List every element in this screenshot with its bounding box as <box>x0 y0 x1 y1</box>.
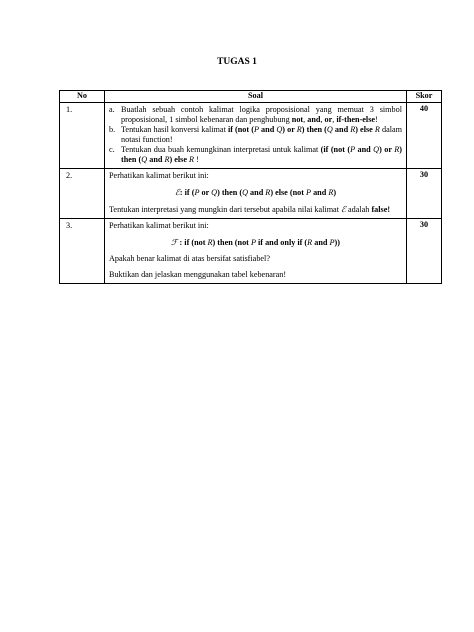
text-run: or <box>199 188 212 197</box>
text-run: Apakah benar kalimat di atas bersifat satisfiabel? <box>109 254 270 263</box>
question-cell <box>105 219 407 284</box>
text-run: Q <box>141 155 148 164</box>
sub-question-text <box>121 125 402 145</box>
text-run: ) or <box>282 125 297 134</box>
expression-symbol: ℰ <box>174 187 180 197</box>
text-run: Tentukan interpretasi yang mungkin dari tersebut apabila nilai kalimat <box>109 205 342 214</box>
text-run: R <box>189 155 195 164</box>
text-run: ! <box>375 115 378 124</box>
sub-question-marker: b. <box>109 125 116 134</box>
expression-symbol: ℰ <box>341 204 346 214</box>
text-run: and <box>147 155 165 164</box>
text-run: R <box>164 155 170 164</box>
question-instruction <box>109 204 402 215</box>
expression-symbol: ℱ <box>171 237 178 247</box>
text-run: ) then ( <box>217 188 243 197</box>
text-run: R <box>394 145 400 154</box>
sub-question-text <box>121 145 402 165</box>
text-run: and <box>332 125 351 134</box>
text-run: Q <box>326 125 333 134</box>
text-run: ) else <box>169 155 190 164</box>
table-row <box>60 169 442 219</box>
text-run: P <box>194 188 200 197</box>
text-run: dalam notasi function! <box>121 125 403 144</box>
text-run: P <box>253 125 259 134</box>
text-run: , <box>320 115 325 124</box>
sub-question-marker: c. <box>109 145 115 154</box>
document-title: TUGAS 1 <box>217 57 257 67</box>
text-run: R <box>265 188 271 197</box>
text-run: R <box>374 125 380 134</box>
text-run: Q <box>242 188 248 197</box>
text-run: if (not ( <box>227 125 254 134</box>
text-run: R <box>307 238 313 247</box>
sub-question-text <box>121 105 402 125</box>
text-run: Buatlah sebuah contoh kalimat logika proposisional yang memuat 3 simbol proposisional, 1 simbol kebenaran dan penghubung <box>121 105 402 124</box>
table-header-row <box>60 91 442 103</box>
score-cell: 30 <box>407 169 442 219</box>
text-run: (if (not ( <box>320 145 351 154</box>
text-run: R <box>350 125 356 134</box>
question-intro <box>109 221 402 231</box>
text-run: , <box>303 115 308 124</box>
sub-question-list <box>109 105 402 165</box>
sub-question-c <box>109 145 402 165</box>
text-run: ) then ( <box>301 125 327 134</box>
task-table <box>59 90 442 284</box>
text-run: and <box>258 125 277 134</box>
text-run: not <box>291 115 304 124</box>
text-run: false! <box>371 205 391 214</box>
text-run: P <box>306 188 312 197</box>
text-run: if-then-else <box>336 115 376 124</box>
row-number: 3. <box>60 219 105 284</box>
row-number: 1. <box>60 103 105 169</box>
question-instruction <box>109 270 402 280</box>
text-run: ) <box>333 188 337 197</box>
text-run: and <box>248 188 266 197</box>
text-run: if and only if ( <box>255 238 308 247</box>
score-cell: 30 <box>407 219 442 284</box>
logic-expression <box>109 237 402 248</box>
text-run: and <box>355 145 374 154</box>
text-run: R <box>328 188 334 197</box>
text-run: P <box>250 238 256 247</box>
text-run: Q <box>276 125 283 134</box>
logic-expression <box>109 187 402 198</box>
text-run: and <box>312 238 330 247</box>
question-instruction <box>109 254 402 264</box>
sub-question-a <box>109 105 402 125</box>
text-run: ) then ( <box>121 145 403 164</box>
header-soal: Soal <box>105 91 407 103</box>
text-run: ) else <box>355 125 375 134</box>
text-run: R <box>207 238 213 247</box>
text-run: ! <box>194 155 199 164</box>
text-run: ) then (not <box>212 238 251 247</box>
text-run: P <box>350 145 356 154</box>
question-cell <box>105 169 407 219</box>
sub-question-marker: a. <box>109 105 115 114</box>
text-run: , <box>332 115 337 124</box>
table-row <box>60 219 442 284</box>
table-row <box>60 103 442 169</box>
text-run: Q <box>211 188 218 197</box>
text-run: Tentukan hasil konversi kalimat <box>121 125 228 134</box>
text-run: P <box>329 238 335 247</box>
text-run: Perhatikan kalimat berikut ini: <box>109 171 209 180</box>
score-cell: 40 <box>407 103 442 169</box>
text-run: Q <box>373 145 380 154</box>
text-run: : if ( <box>179 188 195 197</box>
question-cell <box>105 103 407 169</box>
text-run: : if (not <box>177 238 208 247</box>
text-run: ) or <box>379 145 395 154</box>
sub-question-b <box>109 125 402 145</box>
text-run: and <box>311 188 329 197</box>
header-no: No <box>60 91 105 103</box>
row-number: 2. <box>60 169 105 219</box>
text-run: adalah <box>345 205 372 214</box>
text-run: Buktikan dan jelaskan menggunakan tabel kebenaran! <box>109 270 287 279</box>
text-run: Tentukan dua buah kemungkinan interpretasi untuk kalimat <box>121 145 321 154</box>
text-run: and <box>307 115 321 124</box>
text-run: ) else (not <box>270 188 307 197</box>
question-intro <box>109 171 402 181</box>
text-run: )) <box>334 238 340 247</box>
text-run: or <box>324 115 333 124</box>
header-skor: Skor <box>407 91 442 103</box>
text-run: Perhatikan kalimat berikut ini: <box>109 221 209 230</box>
text-run: R <box>296 125 302 134</box>
